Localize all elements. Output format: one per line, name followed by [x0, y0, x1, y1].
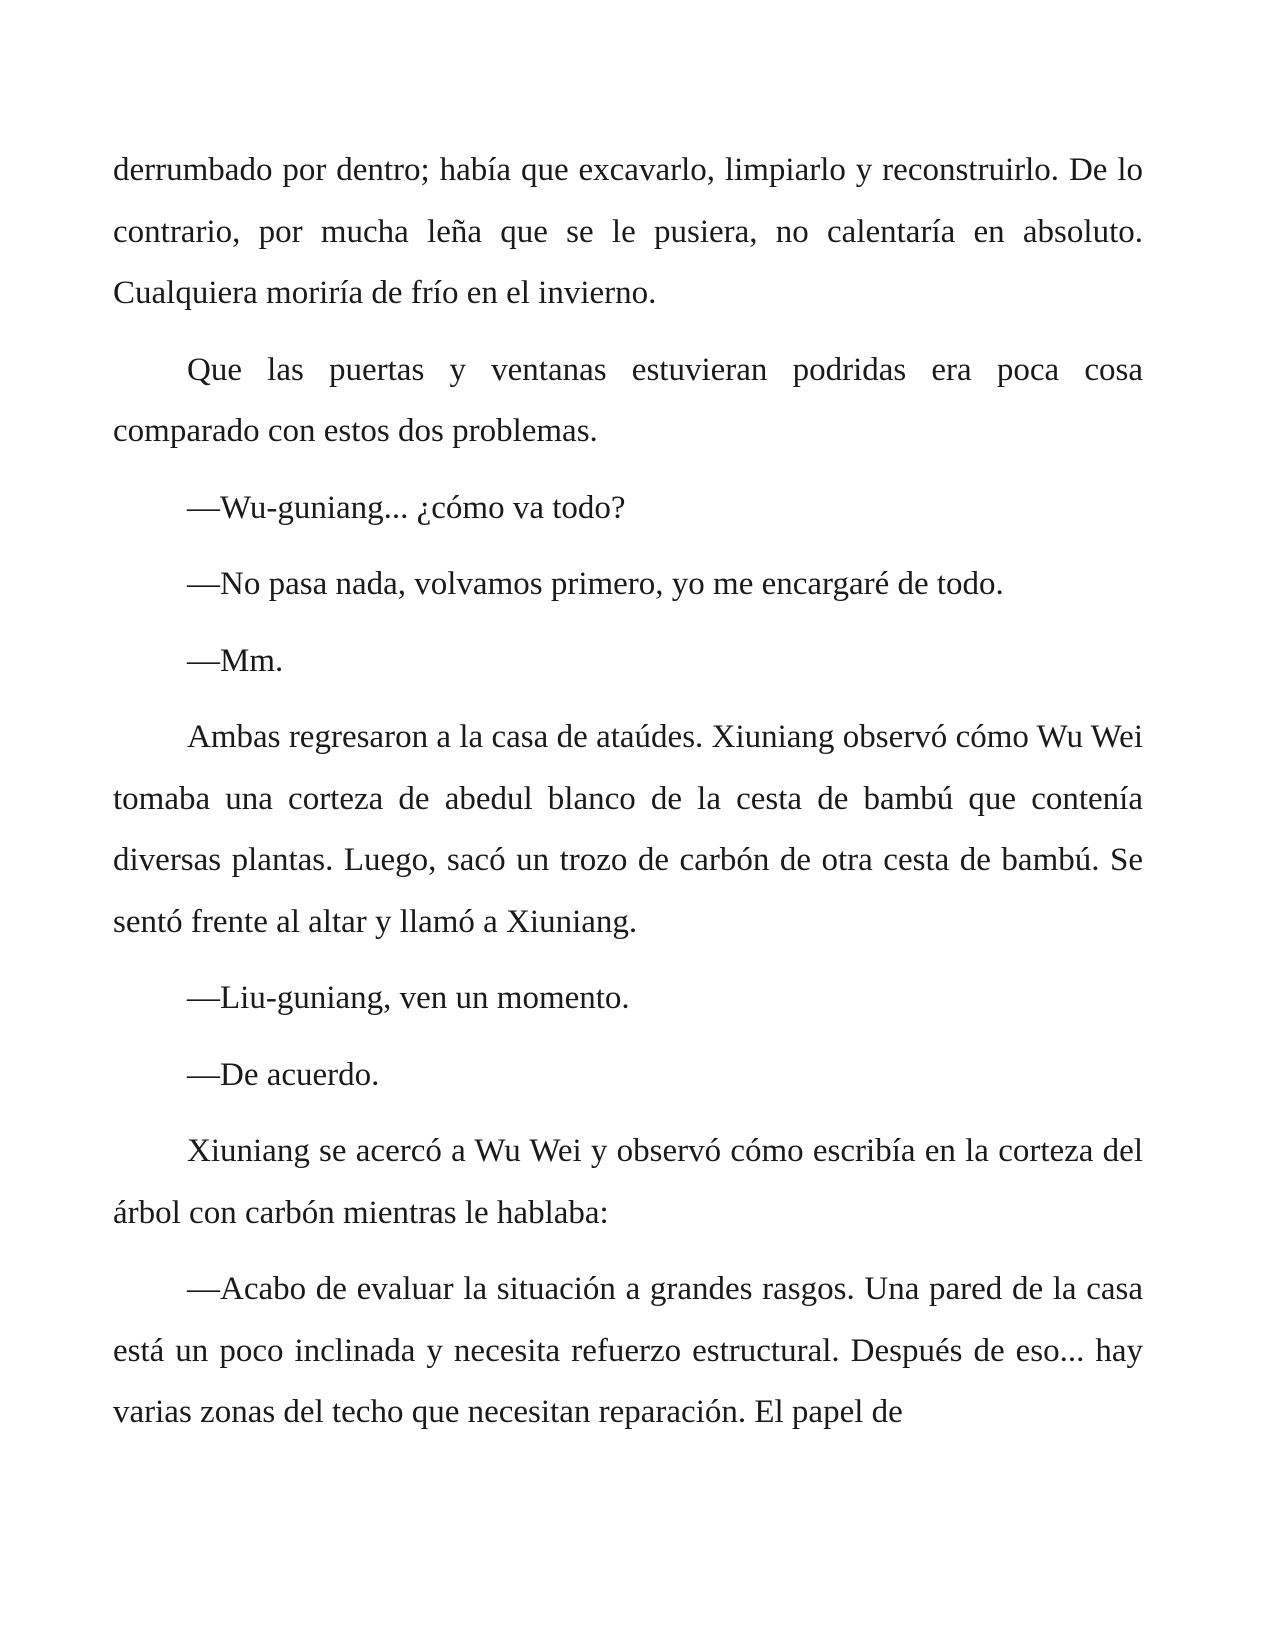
paragraph-3: Ambas regresaron a la casa de ataúdes. Xiuniang observó cómo Wu Wei tomaba una corteza de abedul blanco de la cesta de bambú que contenía diversas plantas. Luego, sacó un trozo de carbón de otra cesta de bambú. Se sentó frente al altar y llamó a Xiuniang. [113, 719, 1143, 940]
dialogue-line-2: —No pasa nada, volvamos primero, yo me encargaré de todo. [187, 566, 1004, 602]
paragraph-5: —Acabo de evaluar la situación a grandes rasgos. Una pared de la casa está un poco inclinada y necesita refuerzo estructural. Después de eso... hay varias zonas del techo que necesitan reparación. El papel de [113, 1271, 1143, 1430]
dialogue-line-1: —Wu-guniang... ¿cómo va todo? [187, 489, 626, 526]
dialogue-line-5: —De acuerdo. [187, 1056, 380, 1093]
paragraph-4: Xiuniang se acercó a Wu Wei y observó cómo escribía en la corteza del árbol con carbón mientras le hablaba: [113, 1133, 1143, 1231]
dialogue-line-3: —Mm. [187, 642, 284, 679]
body-text [113, 140, 1143, 1459]
paragraph-2: Que las puertas y ventanas estuvieran podridas era poca cosa comparado con estos dos problemas. [113, 351, 1143, 449]
paragraph-1: derrumbado por dentro; había que excavarlo, limpiarlo y reconstruirlo. De lo contrario, por mucha leña que se le pusiera, no calentaría en absoluto. Cualquiera moriría de frío en el invierno. [113, 152, 1143, 311]
dialogue-line-4: —Liu-guniang, ven un momento. [187, 980, 630, 1016]
